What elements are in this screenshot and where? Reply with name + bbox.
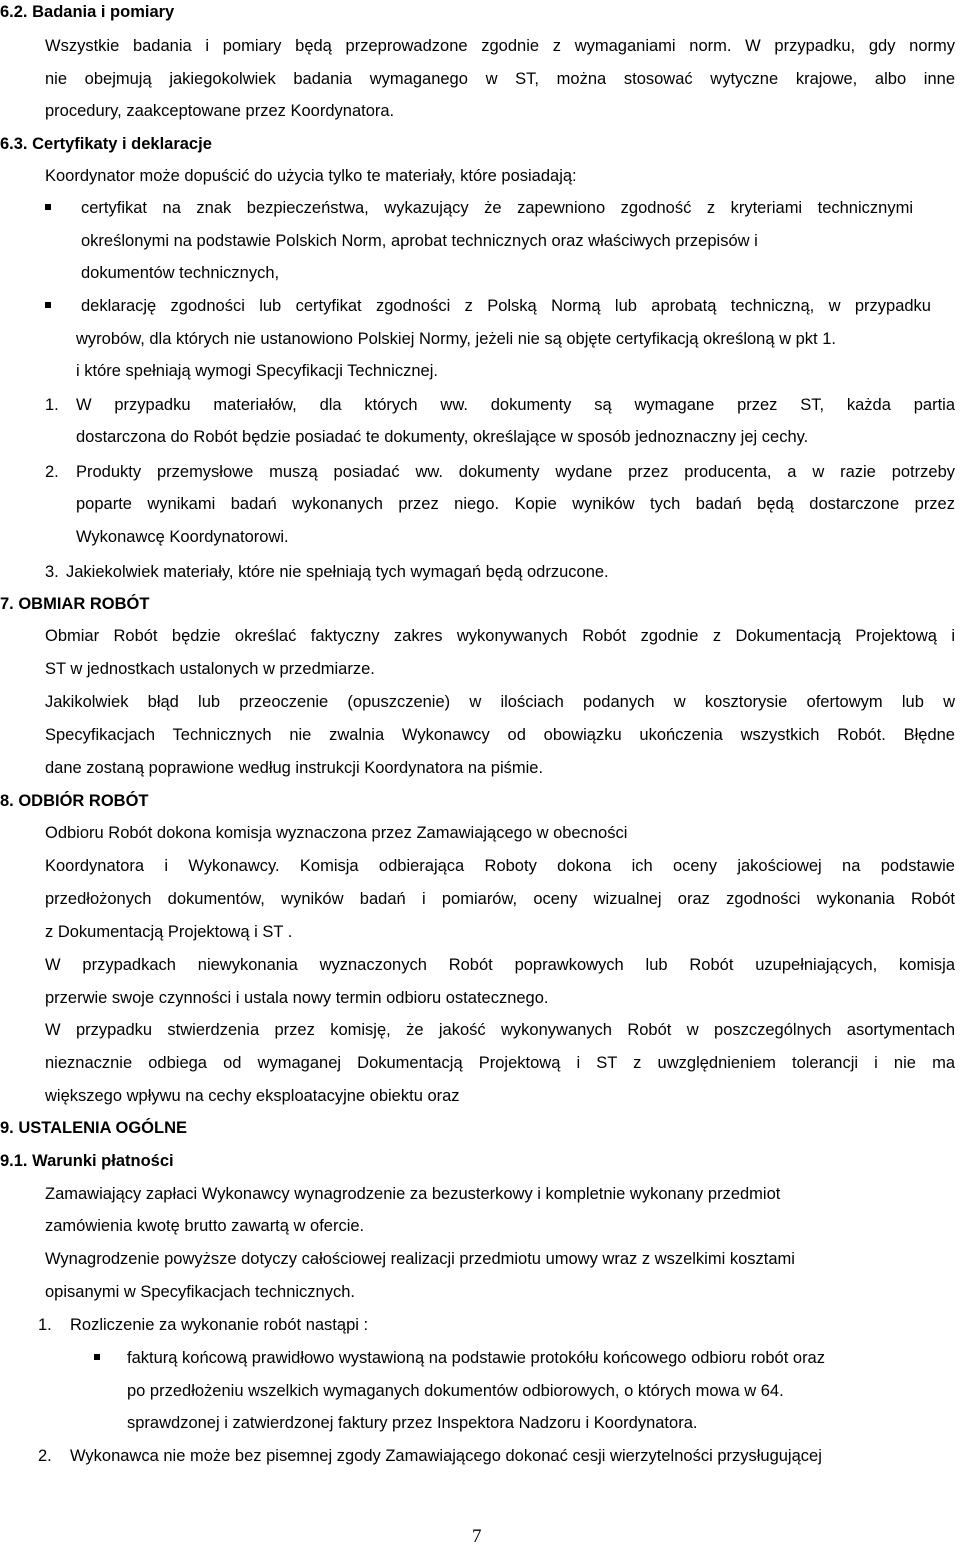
bullet-line: i które spełniają wymogi Specyfikacji Technicznej. — [76, 362, 438, 380]
bullet-line: wyrobów, dla których nie ustanowiono Polskiej Normy, jeżeli nie są objęte certyfikacją określoną w pkt 1. — [76, 330, 836, 348]
paragraph-line: procedury, zaakceptowane przez Koordynatora. — [45, 102, 395, 120]
paragraph-line: Koordynator może dopuścić do użycia tylko te materiały, które posiadają: — [45, 167, 577, 185]
paragraph-line: nie obejmują jakiegokolwiek badania wymaganego w ST, można stosować wytyczne krajowe, albo inne — [45, 70, 955, 88]
bullet-line: dokumentów technicznych, — [81, 264, 280, 282]
bullet-line: certyfikat na znak bezpieczeństwa, wykazujący że zapewniono zgodność z kryteriami technicznymi — [81, 199, 913, 217]
list-item-line: Jakiekolwiek materiały, które nie spełniają tych wymagań będą odrzucone. — [66, 563, 609, 581]
paragraph-line: Odbioru Robót dokona komisja wyznaczona przez Zamawiającego w obecności — [45, 824, 628, 842]
page-number: 7 — [472, 1526, 482, 1547]
list-number: 3. — [45, 563, 59, 581]
list-number: 2. — [38, 1447, 52, 1465]
bullet-square-icon — [45, 302, 51, 308]
section-6-2-heading: 6.2. Badania i pomiary — [0, 3, 175, 21]
list-item-line: W przypadku materiałów, dla których ww. dokumenty są wymagane przez ST, każda partia — [76, 396, 955, 414]
list-item-line: Wykonawca nie może bez pisemnej zgody Zamawiającego dokonać cesji wierzytelności przysługującej — [70, 1447, 822, 1465]
bullet-square-icon — [45, 204, 51, 210]
paragraph-line: większego wpływu na cechy eksploatacyjne obiektu oraz — [45, 1087, 460, 1105]
list-item-line: Produkty przemysłowe muszą posiadać ww. dokumenty wydane przez producenta, a w razie potrzeby — [76, 463, 955, 481]
paragraph-line: Zamawiający zapłaci Wykonawcy wynagrodzenie za bezusterkowy i kompletnie wykonany przedmiot — [45, 1185, 781, 1203]
paragraph-line: opisanymi w Specyfikacjach technicznych. — [45, 1283, 355, 1301]
bullet-line: deklarację zgodności lub certyfikat zgodności z Polską Normą lub aprobatą techniczną, w przypadku — [81, 297, 931, 315]
paragraph-line: Koordynatora i Wykonawcy. Komisja odbierająca Roboty dokona ich oceny jakościowej na podstawie — [45, 857, 955, 875]
paragraph-line: ST w jednostkach ustalonych w przedmiarze. — [45, 660, 375, 678]
bullet-line: fakturą końcową prawidłowo wystawioną na podstawie protokółu końcowego odbioru robót oraz — [127, 1349, 825, 1367]
list-item-line: dostarczona do Robót będzie posiadać te dokumenty, określające w sposób jednoznaczny jej cechy. — [76, 428, 809, 446]
paragraph-line: przedłożonych dokumentów, wyników badań i pomiarów, oceny wizualnej oraz zgodności wykonania Robót — [45, 890, 955, 908]
section-7-heading: 7. OBMIAR ROBÓT — [0, 595, 150, 613]
list-item-line: Rozliczenie za wykonanie robót nastąpi : — [70, 1316, 369, 1334]
bullet-square-icon — [94, 1354, 100, 1360]
list-item-line: poparte wynikami badań wykonanych przez niego. Kopie wyników tych badań będą dostarczone przez — [76, 495, 955, 513]
paragraph-line: nieznacznie odbiega od wymaganej Dokumentacją Projektową i ST z uwzględnieniem tolerancji i nie ma — [45, 1054, 955, 1072]
paragraph-line: W przypadkach niewykonania wyznaczonych Robót poprawkowych lub Robót uzupełniających, komisja — [45, 956, 955, 974]
paragraph-line: Obmiar Robót będzie określać faktyczny zakres wykonywanych Robót zgodnie z Dokumentacją Projektową i — [45, 627, 955, 645]
paragraph-line: Specyfikacjach Technicznych nie zwalnia Wykonawcy od obowiązku ukończenia wszystkich Robót. Błędne — [45, 726, 955, 744]
paragraph-line: z Dokumentacją Projektową i ST . — [45, 923, 293, 941]
paragraph-line: dane zostaną poprawione według instrukcji Koordynatora na piśmie. — [45, 759, 544, 777]
paragraph-line: zamówienia kwotę brutto zawartą w ofercie. — [45, 1217, 365, 1235]
bullet-line: określonymi na podstawie Polskich Norm, aprobat technicznych oraz właściwych przepisów i — [81, 232, 758, 250]
paragraph-line: Wszystkie badania i pomiary będą przeprowadzone zgodnie z wymaganiami norm. W przypadku, gdy normy — [45, 37, 955, 55]
paragraph-line: Wynagrodzenie powyższe dotyczy całościowej realizacji przedmiotu umowy wraz z wszelkimi kosztami — [45, 1250, 795, 1268]
section-6-3-heading: 6.3. Certyfikaty i deklaracje — [0, 135, 212, 153]
paragraph-line: Jakikolwiek błąd lub przeoczenie (opuszczenie) w ilościach podanych w kosztorysie ofertowym lub w — [45, 693, 955, 711]
section-9-heading: 9. USTALENIA OGÓLNE — [0, 1119, 188, 1137]
bullet-line: sprawdzonej i zatwierdzonej faktury przez Inspektora Nadzoru i Koordynatora. — [127, 1414, 698, 1432]
section-8-heading: 8. ODBIÓR ROBÓT — [0, 792, 149, 810]
list-item-line: Wykonawcę Koordynatorowi. — [76, 528, 289, 546]
list-number: 2. — [45, 463, 59, 481]
paragraph-line: W przypadku stwierdzenia przez komisję, że jakość wykonywanych Robót w poszczególnych asortymentach — [45, 1021, 955, 1039]
section-9-1-heading: 9.1. Warunki płatności — [0, 1152, 174, 1170]
list-number: 1. — [45, 396, 59, 414]
bullet-line: po przedłożeniu wszelkich wymaganych dokumentów odbiorowych, o których mowa w 64. — [127, 1382, 784, 1400]
list-number: 1. — [38, 1316, 52, 1334]
paragraph-line: przerwie swoje czynności i ustala nowy termin odbioru ostatecznego. — [45, 989, 549, 1007]
